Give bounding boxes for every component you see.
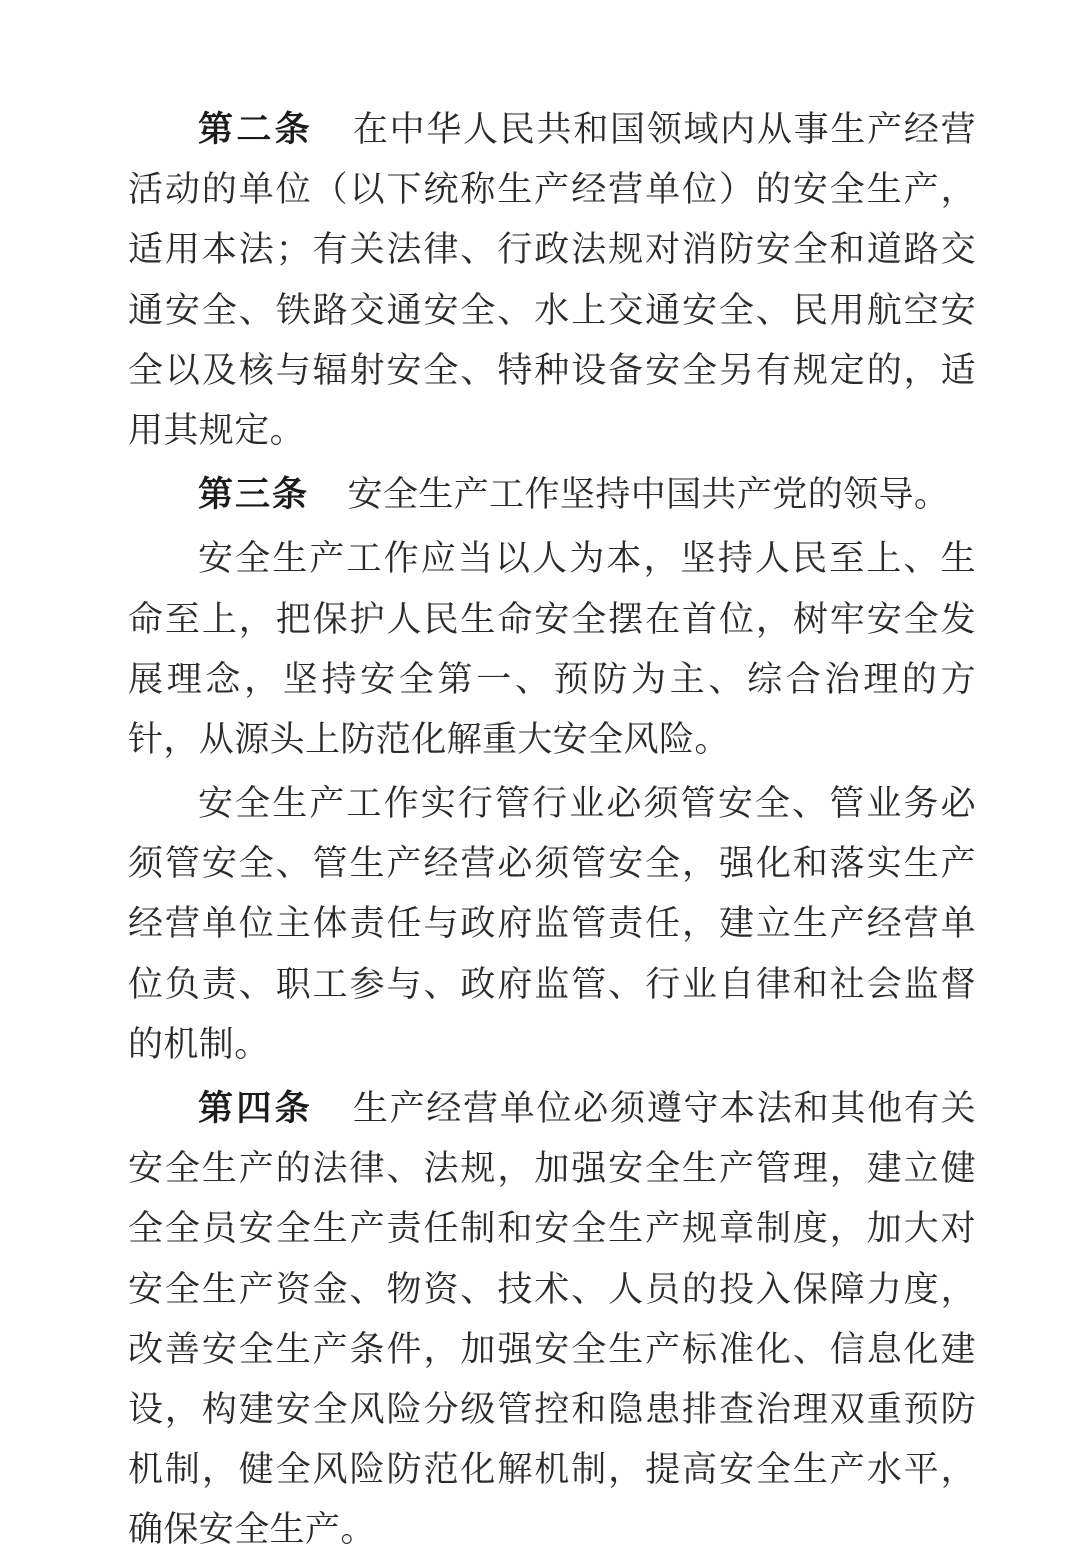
article-text: 在中华人民共和国领域内从事生产经营活动的单位（以下统称生产经营单位）的安全生产，适用本法；有关法律、行政法规对消防安全和道路交通安全、铁路交通安全、水上交通安全、民用航空安全以及核与辐射安全、特种设备安全另有规定的，适用其规定。 [128,110,976,451]
article-label: 第二条 [198,109,314,150]
paragraph-article-3-p2 [128,529,976,770]
article-text: 生产经营单位必须遵守本法和其他有关安全生产的法律、法规，加强安全生产管理，建立健全全员安全生产责任制和安全生产规章制度，加大对安全生产资金、物资、技术、人员的投入保障力度，改善安全生产条件，加强安全生产标准化、信息化建设，构建安全风险分级管控和隐患排查治理双重预防机制，健全风险防范化解机制，提高安全生产水平，确保安全生产。 [128,1089,976,1551]
article-label: 第三条 [198,474,310,516]
paragraph-article-3-p3 [128,774,976,1075]
article-text: 安全生产工作实行管行业必须管安全、管业务必须管安全、管生产经营必须管安全，强化和落实生产经营单位主体责任与政府监管责任，建立生产经营单位负责、职工参与、政府监管、行业自律和社会监督的机制。 [128,784,976,1065]
article-text: 安全生产工作应当以人为本，坚持人民至上、生命至上，把保护人民生命安全摆在首位，树牢安全发展理念，坚持安全第一、预防为主、综合治理的方针，从源头上防范化解重大安全风险。 [128,539,976,760]
document-body [128,100,976,1561]
paragraph-article-3 [128,465,976,525]
article-text: 安全生产工作坚持中国共产党的领导。 [347,475,950,516]
paragraph-article-2 [128,100,976,461]
paragraph-article-4 [128,1079,976,1561]
article-label: 第四条 [198,1088,314,1129]
